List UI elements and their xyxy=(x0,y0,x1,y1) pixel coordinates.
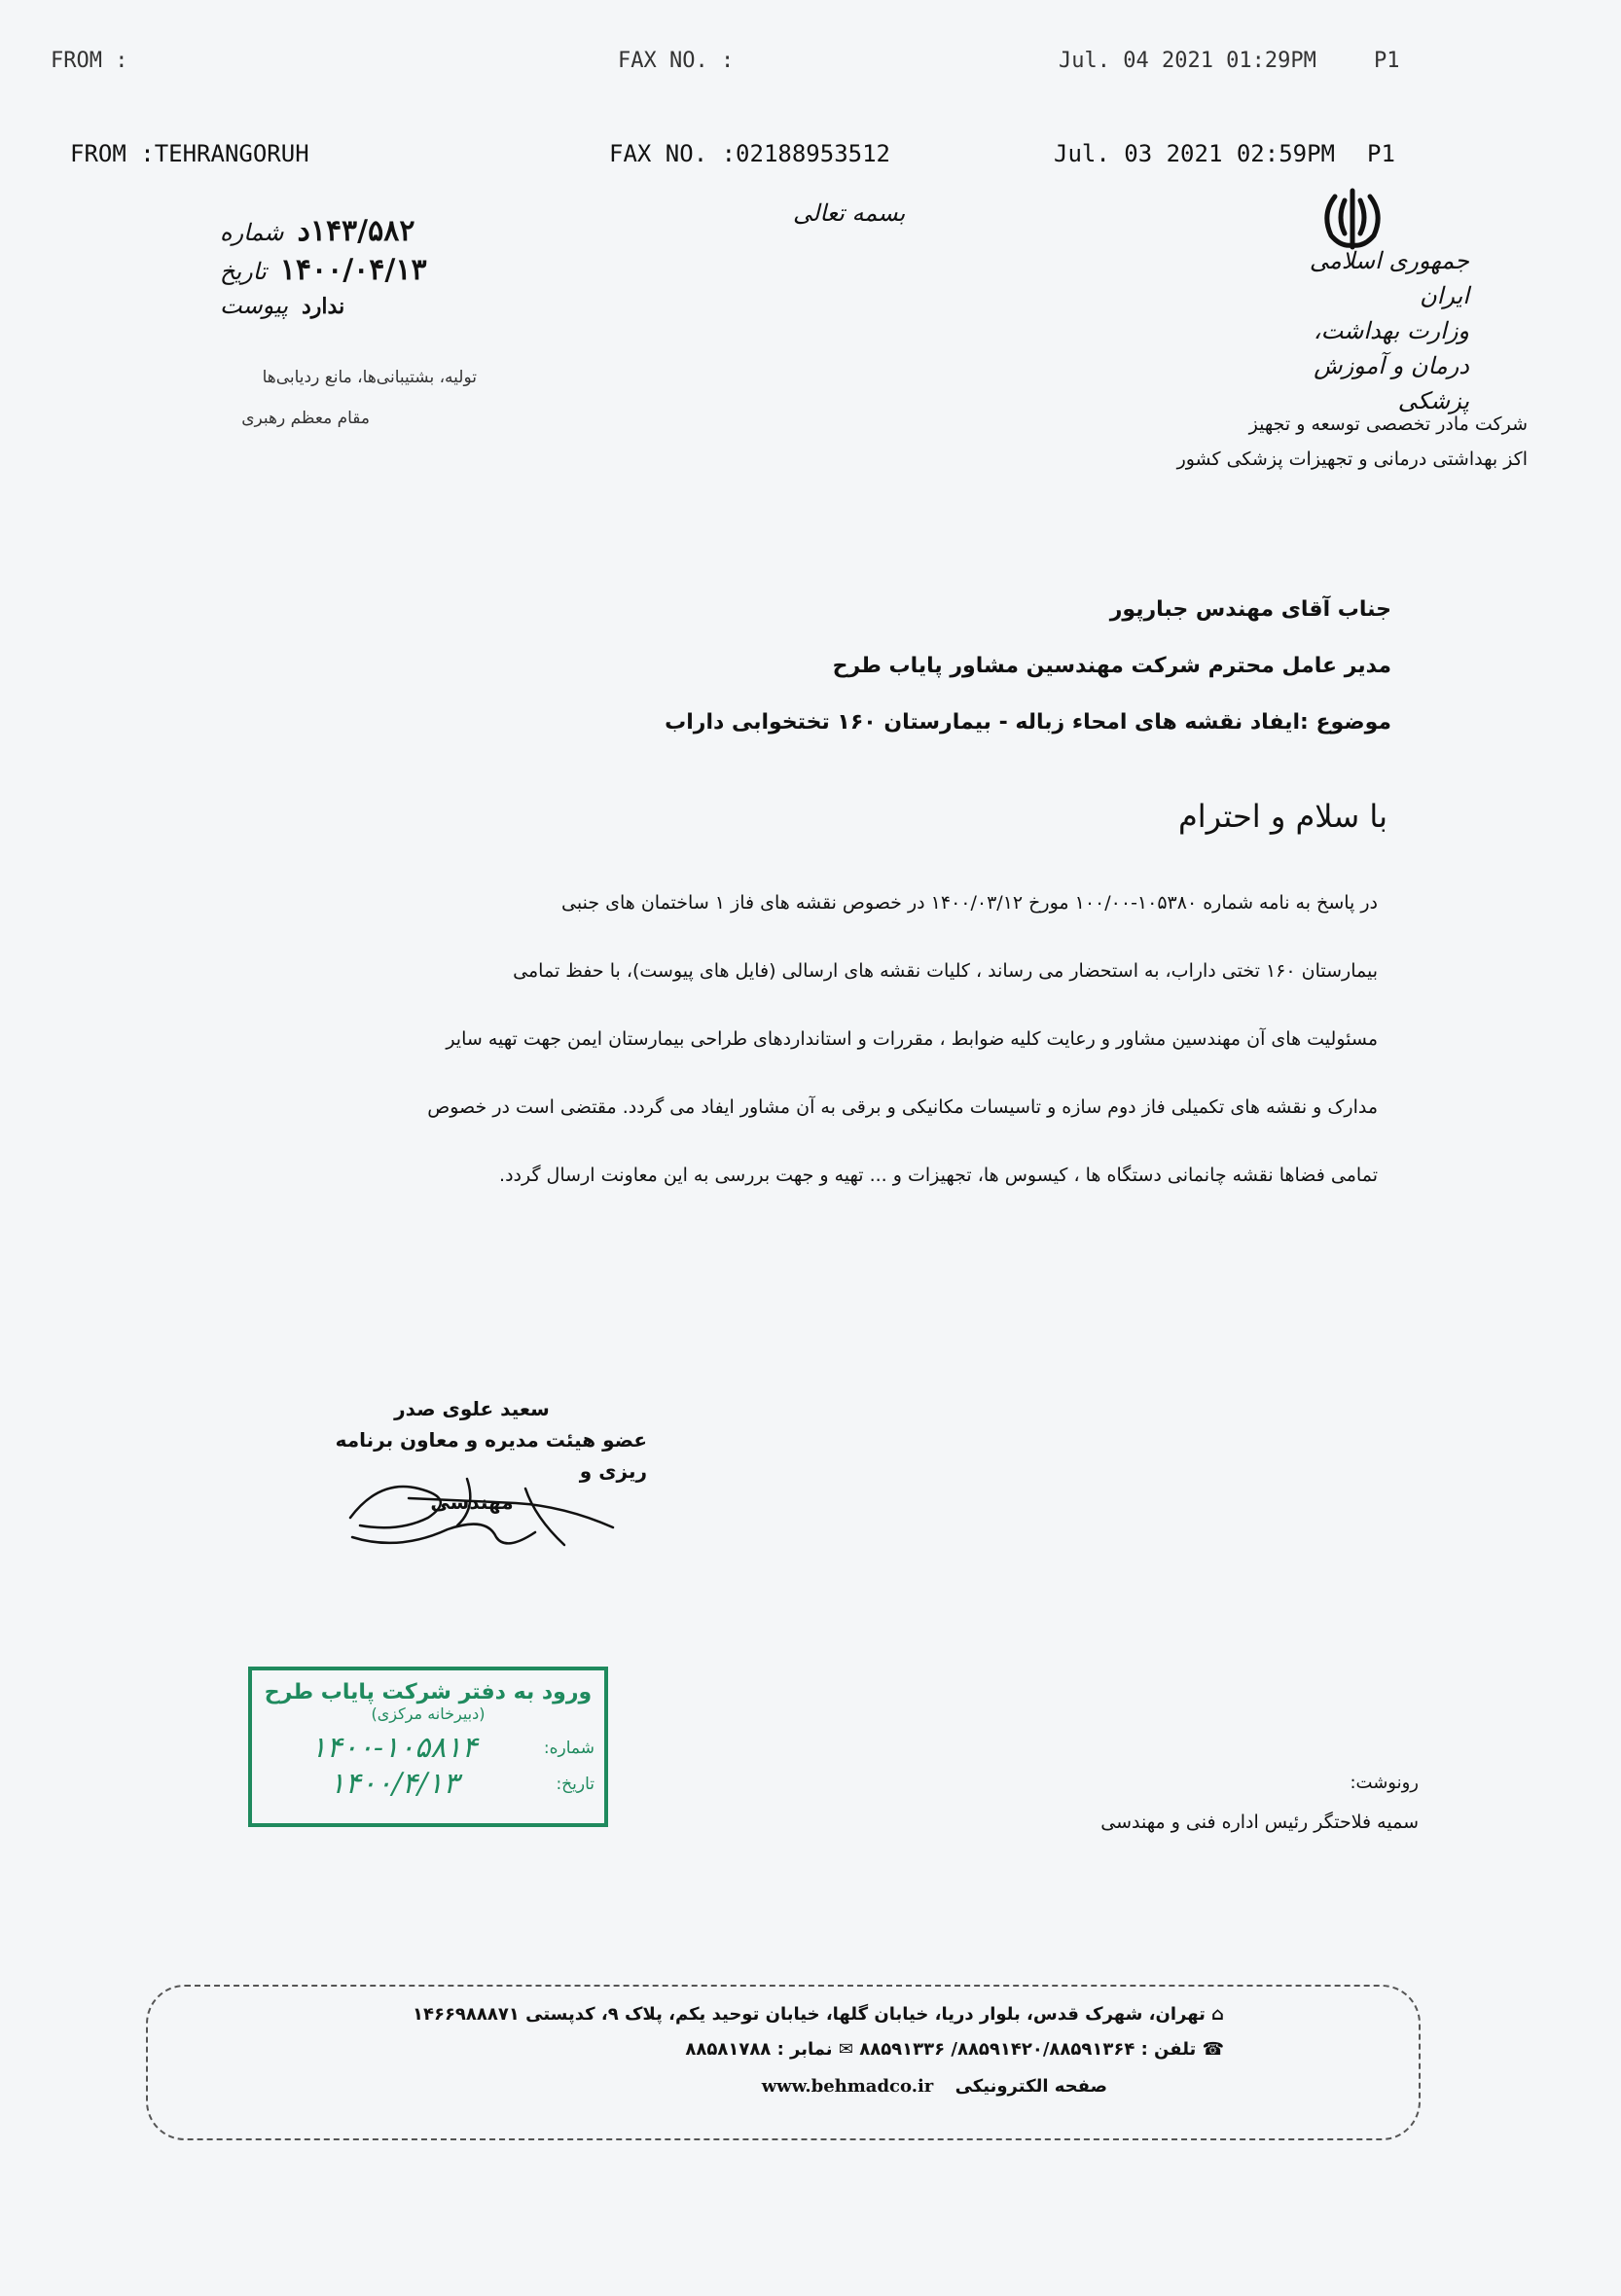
footer-phone: تلفن : ۸۸۵۹۱۴۲۰/۸۸۵۹۱۳۶۴/ ۸۸۵۹۱۳۳۶ xyxy=(859,2039,1197,2060)
stamp-date-row xyxy=(252,1767,604,1801)
recipient-name: جناب آقای مهندس جبارپور xyxy=(1109,597,1391,622)
letter-body xyxy=(239,869,1378,1209)
letter-subject: موضوع :ایفاد نقشه های امحاء زباله - بیمارستان ۱۶۰ تختخوابی داراب xyxy=(665,710,1391,735)
body-line: مسئولیت های آن مهندسین مشاور و رعایت کلیه ضوابط ، مقررات و استانداردهای طراحی بیمارستان ایمن جهت تهیه سایر xyxy=(446,1028,1378,1050)
reference-block xyxy=(220,214,453,331)
footer-address-text: تهران، شهرک قدس، بلوار دریا، خیابان گلها، خیابان توحید یکم، پلاک ۹، کدپستی ۱۴۶۶۹۸۸۸۷۱ xyxy=(412,2004,1206,2025)
footer-web-label: صفحه الکترونیکی xyxy=(955,2076,1107,2097)
stamp-title: ورود به دفتر شرکت پایاب طرح xyxy=(264,1680,593,1704)
receipt-stamp xyxy=(248,1667,608,1827)
reference-date: ۱۴۰۰/۰۴/۱۳ xyxy=(279,253,427,287)
stamp-number: ۱۴۰۰-۱۰۵۸۱۴ xyxy=(310,1731,478,1765)
fax-icon: ✉ xyxy=(832,2039,853,2060)
copy-to-line: سمیه فلاحتگر رئیس اداره فنی و مهندسی xyxy=(1100,1812,1419,1833)
fax2-fax-no: FAX NO. :02188953512 xyxy=(609,140,890,167)
footer-contact xyxy=(685,2039,1224,2060)
footer-fax: نمابر : ۸۸۵۸۱۷۸۸ xyxy=(685,2039,833,2060)
fax1-page: P1 xyxy=(1374,49,1400,73)
stamp-date: ۱۴۰۰/۴/۱۳ xyxy=(329,1767,459,1801)
recipient-block xyxy=(665,582,1391,751)
body-line: تمامی فضاها نقشه چانمانی دستگاه ها ، کیسوس ها، تجهیزات و ... تهیه و جهت بررسی به این معاونت ارسال گردد. xyxy=(499,1165,1378,1186)
reference-attachment: ندارد xyxy=(302,294,345,319)
stamp-date-label: تاریخ: xyxy=(556,1774,594,1794)
cc-small-line2: مقام معظم رهبری xyxy=(241,409,370,428)
stamp-number-label: شماره: xyxy=(543,1738,594,1758)
reference-attachment-label: پیوست xyxy=(220,292,288,319)
letterhead-footer xyxy=(146,1985,1421,2140)
phone-icon: ☎ xyxy=(1196,2039,1224,2060)
ministry-line2: وزارت بهداشت، درمان و آموزش پزشکی xyxy=(1313,317,1469,414)
greeting: با سلام و احترام xyxy=(1177,798,1387,835)
fax2-from: FROM :TEHRANGORUH xyxy=(70,140,309,167)
ministry-line1: جمهوری اسلامی ایران xyxy=(1309,247,1469,309)
signer-title1: عضو هیئت مدیره و معاون برنامه ریزی و xyxy=(335,1428,647,1483)
body-line: در پاسخ به نامه شماره ۱۰۵۳۸۰-۱۰۰/۰۰ مورخ ۱۴۰۰/۰۳/۱۲ در خصوص نقشه های فاز ۱ ساختمان های جنبی xyxy=(561,892,1378,914)
stamp-subtitle: (دبیرخانه مرکزی) xyxy=(371,1704,486,1723)
fax1-datetime: Jul. 04 2021 01:29PM xyxy=(1059,49,1316,73)
reference-date-label: تاریخ xyxy=(220,258,267,285)
signer-title2: مهندسی xyxy=(430,1490,514,1514)
recipient-title: مدیر عامل محترم شرکت مهندسین مشاور پایاب طرح xyxy=(832,654,1391,678)
company-line2: اکز بهداشتی درمانی و تجهیزات پزشکی کشور xyxy=(1176,448,1528,470)
company-heading xyxy=(1177,407,1528,477)
fax2-page: P1 xyxy=(1367,140,1395,167)
company-line1: شرکت مادر تخصصی توسعه و تجهیز xyxy=(1248,413,1528,435)
fax2-datetime: Jul. 03 2021 02:59PM xyxy=(1054,140,1335,167)
reference-attachment-row xyxy=(220,292,453,331)
ministry-heading xyxy=(1255,243,1469,418)
body-line: بیمارستان ۱۶۰ تختی داراب، به استحضار می رساند ، کلیات نقشه های ارسالی (فایل های پیوست)، با حفظ تمامی xyxy=(513,960,1378,982)
reference-number-row xyxy=(220,214,453,253)
footer-web xyxy=(762,2076,1107,2097)
reference-number-label: شماره xyxy=(220,219,284,246)
handwritten-signature-icon xyxy=(341,1459,632,1557)
copy-to-label: رونوشت: xyxy=(1350,1773,1419,1793)
invocation: بسمه تعالی xyxy=(793,199,906,227)
footer-web-url: www.behmadco.ir xyxy=(761,2076,934,2097)
fax1-from: FROM : xyxy=(51,49,128,73)
body-line: مدارک و نقشه های تکمیلی فاز دوم سازه و تاسیسات مکانیکی و برقی به آن مشاور ایفاد می گردد. مقتضی است در خصوص xyxy=(427,1096,1378,1118)
footer-address xyxy=(413,2004,1224,2025)
stamp-number-row xyxy=(252,1731,604,1765)
reference-number: ۱۴۳/۵۸۲د xyxy=(297,214,415,248)
cc-small-line1: تولیه، بشتیبانی‌ها، مانع ردیابی‌ها xyxy=(262,368,477,387)
location-icon: ⌂ xyxy=(1205,2004,1224,2025)
fax1-fax-no: FAX NO. : xyxy=(618,49,735,73)
reference-date-row xyxy=(220,253,453,292)
signer-name: سعید علوی صدر xyxy=(394,1397,550,1420)
